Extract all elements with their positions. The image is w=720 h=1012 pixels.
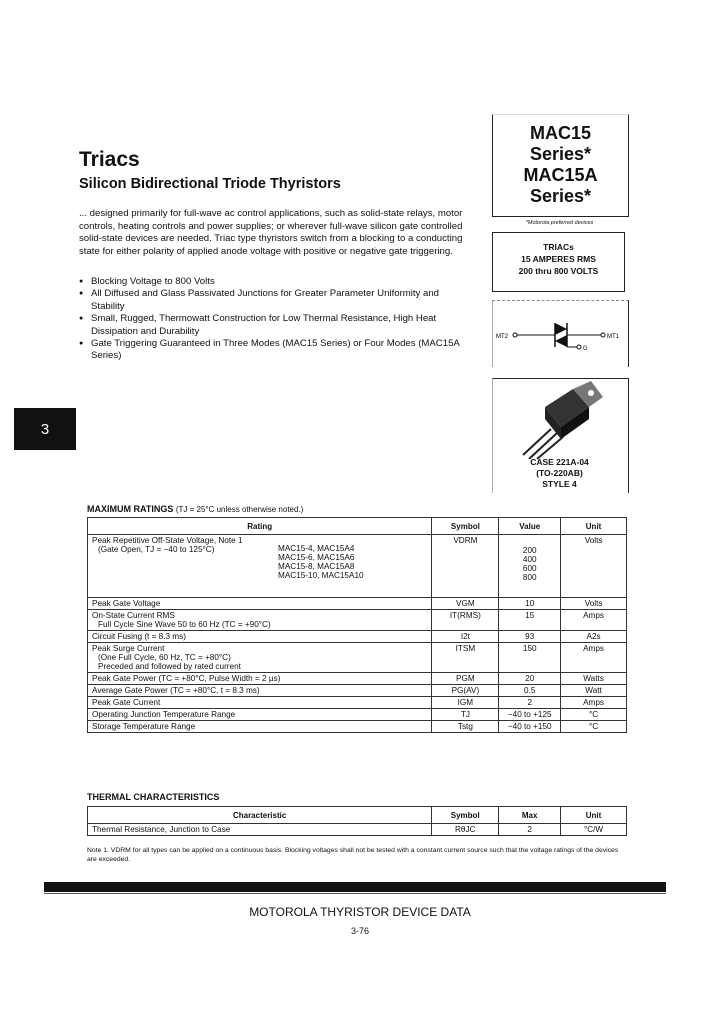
value-text: 200 — [522, 546, 537, 555]
triac-symbol-icon — [493, 301, 628, 367]
value-cell: −40 to +150 — [499, 721, 561, 733]
series-line: MAC15A — [523, 165, 598, 185]
rating-text: (Gate Open, TJ = −40 to 125°C) — [98, 545, 215, 554]
package-style: STYLE 4 — [542, 479, 577, 489]
column-header: Symbol — [432, 518, 499, 535]
column-header: Characteristic — [88, 807, 432, 824]
value-cell: 20 — [499, 673, 561, 685]
footer-rule-thin — [44, 893, 666, 894]
mt1-label: MT1 — [607, 334, 619, 340]
symbol-cell: RθJC — [432, 824, 499, 836]
package-type: (TO-220AB) — [536, 468, 583, 478]
device-name: MAC15-6, MAC15A6 — [278, 553, 355, 562]
rating-cell: Peak Gate Voltage — [88, 598, 432, 610]
max-ratings-heading — [87, 504, 303, 514]
symbol-cell: ITSM — [432, 643, 499, 673]
intro-paragraph: ... designed primarily for full-wave ac control applications, such as solid-state relays, motor controls, heating controls and power supplies; or wherever full-wave silicon gate controlled solid-state devices are needed. Triac type thyristors switch from a blocking to a conducting state for either polarity of applied anode voltage with positive or negative gate triggering. — [79, 208, 463, 257]
unit-cell: Volts — [561, 535, 627, 598]
feature-item: ● Gate Triggering Guaranteed in Three Modes (MAC15 Series) or Four Modes (MAC15A Series) — [79, 338, 474, 363]
spec-line: 15 AMPERES RMS — [521, 254, 596, 264]
symbol-cell: IGM — [432, 697, 499, 709]
spec-line: TRIACs — [543, 242, 574, 252]
unit-cell: Amps — [561, 697, 627, 709]
table-row — [88, 685, 627, 697]
table-row — [88, 643, 627, 673]
unit-cell: Watt — [561, 685, 627, 697]
column-header: Unit — [561, 518, 627, 535]
value-cell — [499, 535, 561, 598]
symbol-cell: TJ — [432, 709, 499, 721]
value-cell: −40 to +125 — [499, 709, 561, 721]
unit-cell: °C/W — [561, 824, 627, 836]
table-row — [88, 709, 627, 721]
table-header-row — [88, 518, 627, 535]
mt2-label: MT2 — [496, 334, 508, 340]
rating-cell: Circuit Fusing (t = 8.3 ms) — [88, 631, 432, 643]
column-header: Symbol — [432, 807, 499, 824]
rating-cell: Peak Gate Current — [88, 697, 432, 709]
column-header: Max — [499, 807, 561, 824]
series-line: Series* — [529, 144, 592, 164]
value-cell: 0.5 — [499, 685, 561, 697]
page-title: Triacs — [79, 148, 140, 171]
rating-cell — [88, 610, 432, 631]
symbol-cell: IT(RMS) — [432, 610, 499, 631]
rating-text: Peak Repetitive Off-State Voltage, Note 1 — [92, 536, 243, 545]
column-header: Unit — [561, 807, 627, 824]
max-ratings-table — [87, 517, 627, 733]
unit-cell: Watts — [561, 673, 627, 685]
package-case: CASE 221A-04 — [530, 457, 589, 467]
feature-list — [79, 276, 474, 363]
max-cell: 2 — [499, 824, 561, 836]
spec-box — [492, 232, 625, 292]
device-name: MAC15-10, MAC15A10 — [278, 571, 364, 580]
value-cell: 2 — [499, 697, 561, 709]
rating-text: Preceded and followed by rated current — [98, 662, 241, 671]
column-header: Value — [499, 518, 561, 535]
symbol-cell: PGM — [432, 673, 499, 685]
unit-cell: Amps — [561, 610, 627, 631]
footer-title: MOTOROLA THYRISTOR DEVICE DATA — [249, 905, 471, 919]
unit-cell: °C — [561, 721, 627, 733]
rating-text: (One Full Cycle, 60 Hz, TC = +80°C) — [98, 653, 231, 662]
value-cell: 93 — [499, 631, 561, 643]
page-number: 3-76 — [350, 926, 369, 936]
spec-line: 200 thru 800 VOLTS — [518, 266, 599, 276]
table-row — [88, 598, 627, 610]
thermal-heading: THERMAL CHARACTERISTICS — [87, 792, 220, 802]
table-row — [88, 673, 627, 685]
rating-cell: Average Gate Power (TC = +80°C, t = 8.3 ms) — [88, 685, 432, 697]
device-name: MAC15-8, MAC15A8 — [278, 562, 355, 571]
symbol-cell: PG(AV) — [432, 685, 499, 697]
preferred-device-note: *Motorola preferred devices — [525, 220, 594, 226]
series-box — [492, 114, 629, 217]
series-line: Series* — [529, 186, 592, 206]
table-header-row — [88, 807, 627, 824]
value-text: 600 — [522, 564, 537, 573]
footnote: Note 1. VDRM for all types can be applied on a continuous basis. Blocking voltages shall not be tested with a constant current source such that the voltage ratings of the devices are exceeded. — [87, 847, 619, 863]
table-row — [88, 631, 627, 643]
characteristic-cell: Thermal Resistance, Junction to Case — [88, 824, 432, 836]
table-row — [88, 610, 627, 631]
value-cell: 150 — [499, 643, 561, 673]
feature-item: ● All Diffused and Glass Passivated Junctions for Greater Parameter Uniformity and Stability — [79, 288, 474, 313]
rating-text: Full Cycle Sine Wave 50 to 60 Hz (TC = +90°C) — [98, 620, 271, 629]
unit-cell: Amps — [561, 643, 627, 673]
rating-cell: Storage Temperature Range — [88, 721, 432, 733]
rating-cell — [88, 643, 432, 673]
value-text: 800 — [522, 573, 537, 582]
value-cell: 10 — [499, 598, 561, 610]
symbol-cell: Tstg — [432, 721, 499, 733]
rating-cell: Operating Junction Temperature Range — [88, 709, 432, 721]
feature-item: ● Small, Rugged, Thermowatt Construction for Low Thermal Resistance, High Heat Dissipation and Durability — [79, 313, 474, 338]
column-header: Rating — [88, 518, 432, 535]
section-tab: 3 — [14, 408, 76, 450]
table-row — [88, 697, 627, 709]
rating-cell — [88, 535, 432, 598]
footer-rule — [44, 882, 666, 892]
unit-cell: Volts — [561, 598, 627, 610]
symbol-cell: VDRM — [432, 535, 499, 598]
rating-text: On-State Current RMS — [92, 611, 175, 620]
series-line: MAC15 — [529, 123, 591, 143]
page-subtitle: Silicon Bidirectional Triode Thyristors — [79, 176, 341, 192]
value-text: 400 — [522, 555, 537, 564]
gate-label: G — [583, 346, 588, 352]
value-cell: 15 — [499, 610, 561, 631]
table-row — [88, 535, 627, 598]
feature-item: ● Blocking Voltage to 800 Volts — [79, 276, 474, 288]
device-name: MAC15-4, MAC15A4 — [278, 544, 355, 553]
unit-cell: °C — [561, 709, 627, 721]
to220-package-icon — [493, 379, 628, 459]
unit-cell: A2s — [561, 631, 627, 643]
thermal-table — [87, 806, 627, 836]
symbol-cell: VGM — [432, 598, 499, 610]
rating-text: Peak Surge Current — [92, 644, 165, 653]
triac-symbol-box — [492, 300, 629, 367]
max-ratings-title: MAXIMUM RATINGS — [87, 504, 174, 514]
symbol-cell: I2t — [432, 631, 499, 643]
table-row — [88, 721, 627, 733]
package-label — [492, 457, 627, 490]
max-ratings-condition: (TJ = 25°C unless otherwise noted.) — [175, 505, 304, 514]
table-row — [88, 824, 627, 836]
rating-cell: Peak Gate Power (TC = +80°C, Pulse Width = 2 µs) — [88, 673, 432, 685]
